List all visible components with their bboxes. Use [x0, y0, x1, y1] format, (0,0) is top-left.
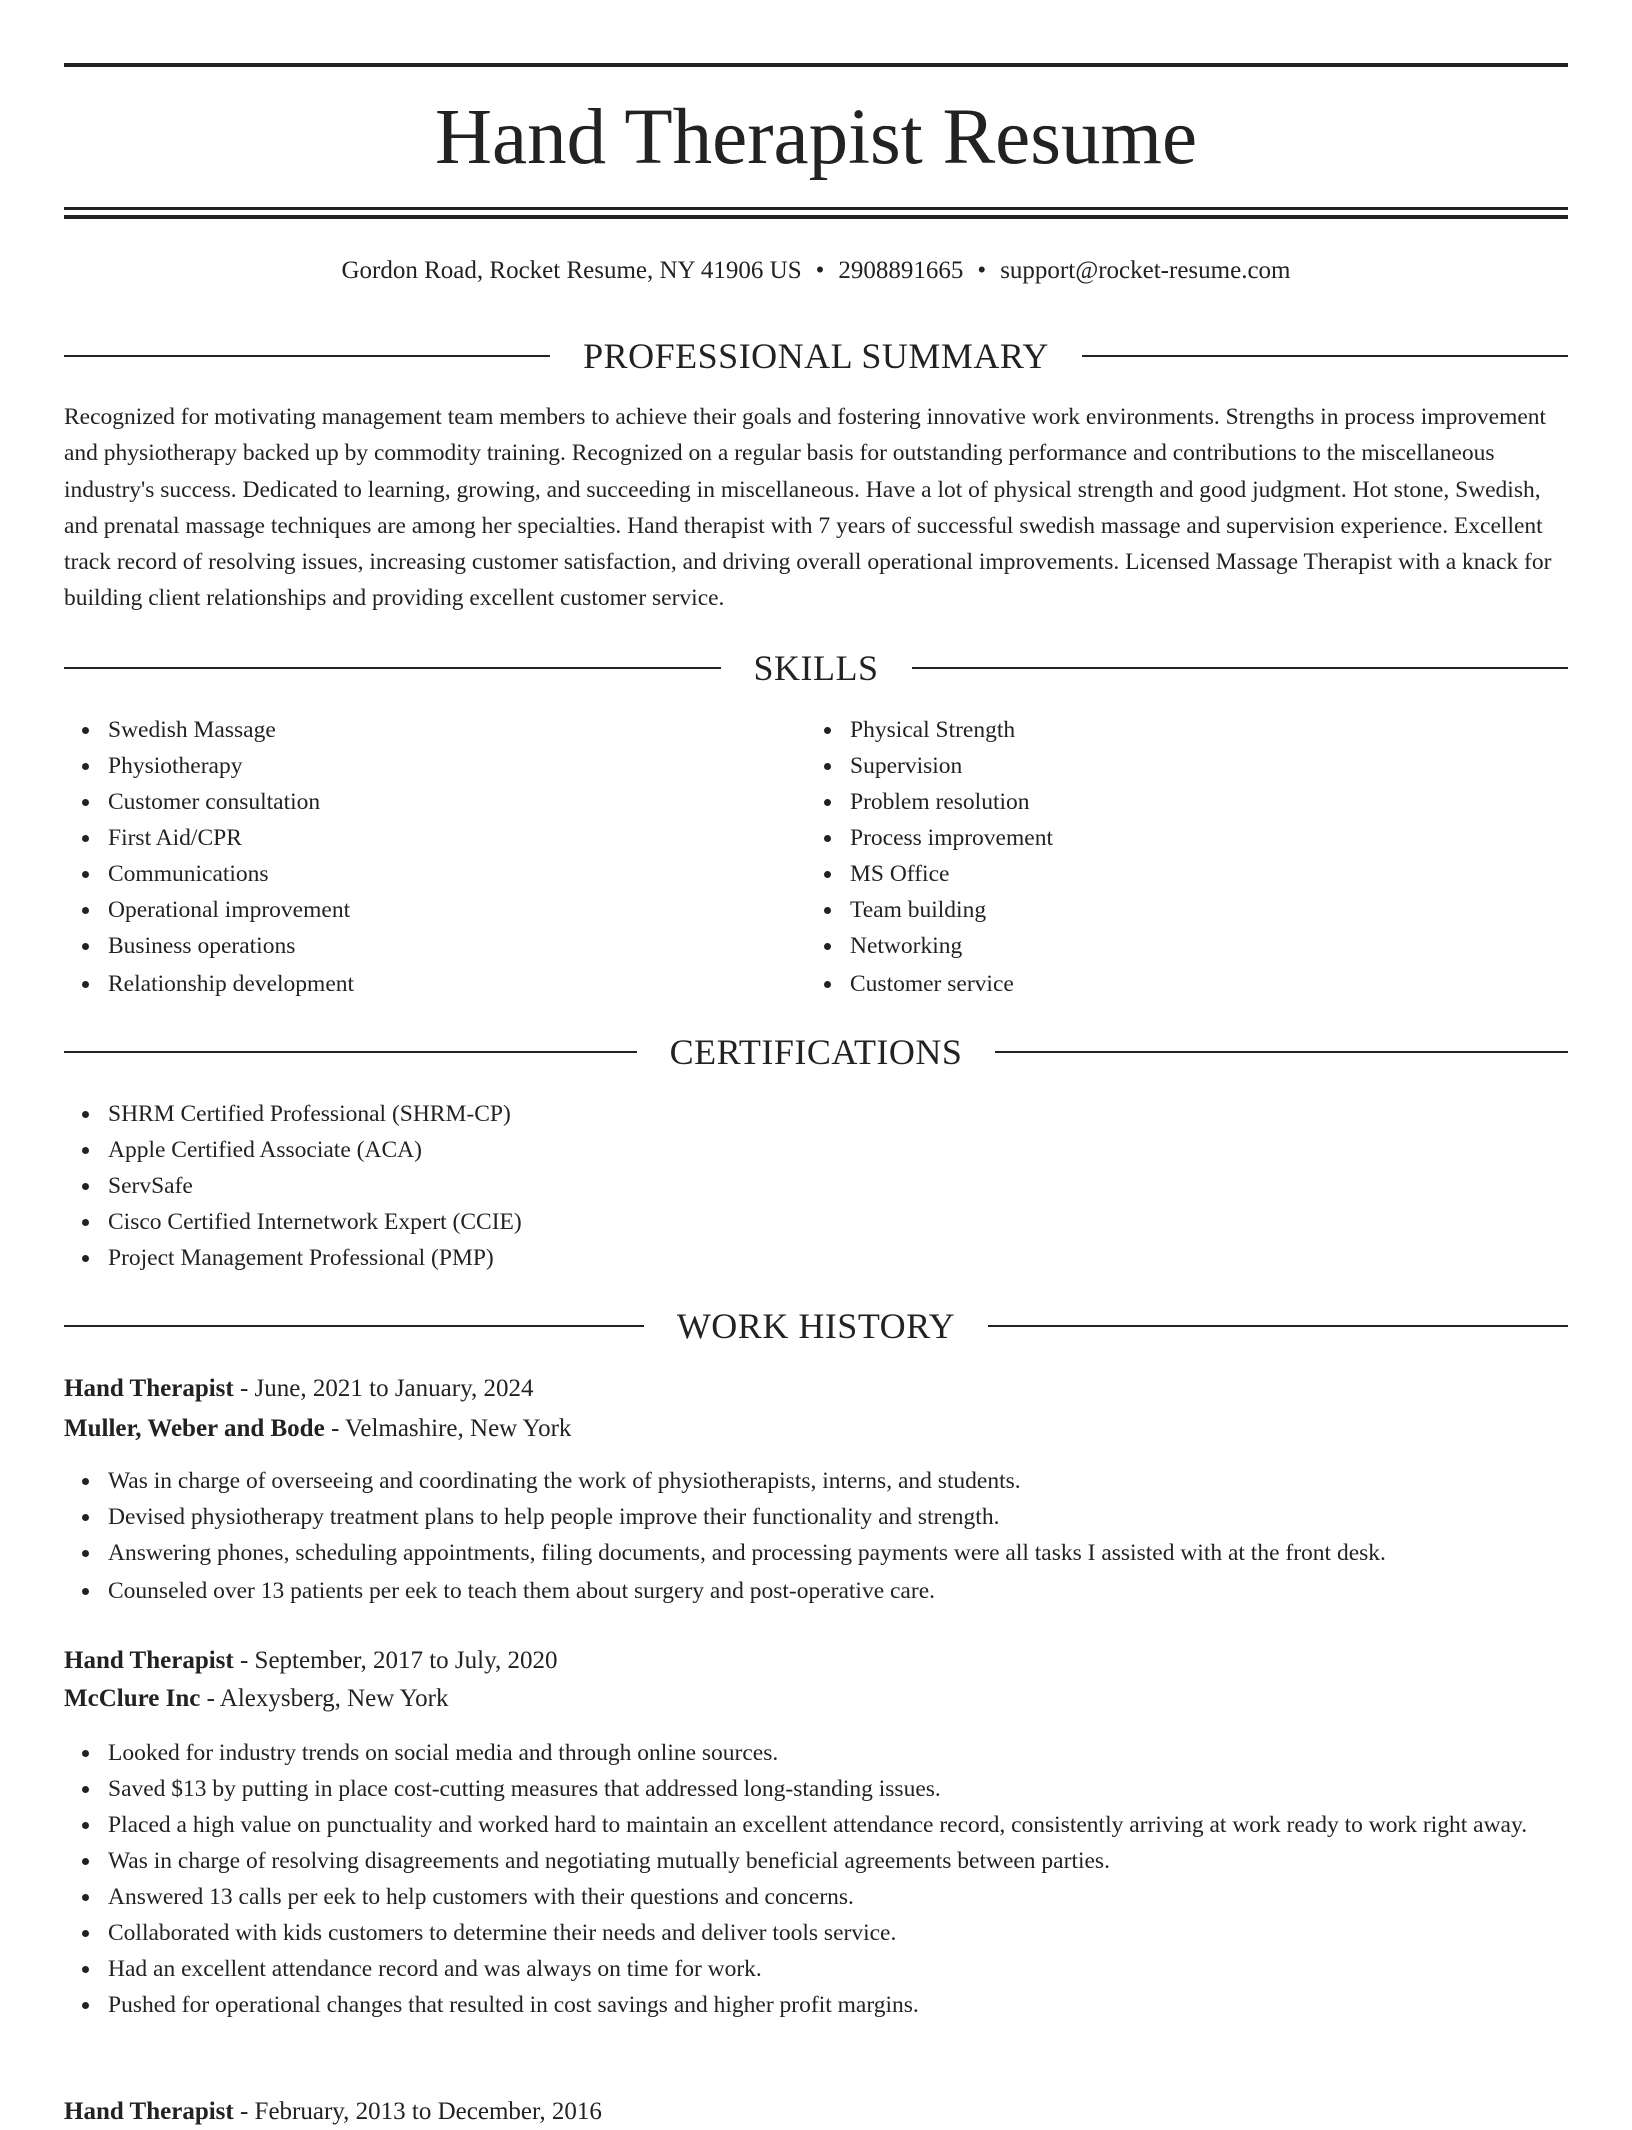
heading-rule-right — [1082, 355, 1568, 357]
skill-item: Process improvement — [850, 820, 1550, 856]
job-dates: - September, 2017 to July, 2020 — [233, 1647, 558, 1674]
job-title: Hand Therapist — [64, 1375, 234, 1402]
skill-item: Communications — [108, 856, 808, 892]
job-location: - Velmashire, New York — [324, 1415, 572, 1442]
certification-item: Project Management Professional (PMP) — [108, 1240, 1568, 1276]
job-company-line — [64, 1681, 1568, 1717]
heading-rule-right — [995, 1051, 1568, 1053]
job-bullet: Devised physiotherapy treatment plans to help people improve their functionality and strength. — [108, 1499, 1568, 1535]
certification-item: Cisco Certified Internetwork Expert (CCIE) — [108, 1204, 1568, 1240]
heading-rule-left — [64, 667, 721, 669]
job-bullets — [64, 1463, 1568, 1609]
skill-item: Customer consultation — [108, 784, 808, 820]
job-bullet: Answered 13 calls per eek to help customers with their questions and concerns. — [108, 1879, 1568, 1915]
summary-paragraph: Recognized for motivating management team members to achieve their goals and fostering innovative work environments. Strengths in process improvement and physiotherapy backed up by commodity training. Recognized on a regular basis for outstanding performance and contributions to the miscellaneous industry's success. Dedicated to learning, growing, and succeeding in miscellaneous. Have a lot of physical strength and good judgment. Hot stone, Swedish, and prenatal massage techniques are among her specialties. Hand therapist with 7 years of successful swedish massage and supervision experience. Excellent track record of resolving issues, increasing customer satisfaction, and driving overall operational improvements. Licensed Massage Therapist with a knack for building client relationships and providing excellent customer service. — [64, 404, 1552, 612]
title-rule-lower — [64, 215, 1568, 219]
section-title-summary: PROFESSIONAL SUMMARY — [583, 336, 1049, 376]
skill-item: Physical Strength — [850, 712, 1550, 748]
resume-title: Hand Therapist Resume — [434, 94, 1198, 181]
job-title-line — [64, 2094, 1568, 2130]
skill-item: Team building — [850, 892, 1550, 928]
job-title: Hand Therapist — [64, 2098, 234, 2125]
section-heading-summary — [64, 334, 1568, 378]
contact-phone: 2908891665 — [838, 257, 964, 284]
skill-item: MS Office — [850, 856, 1550, 892]
skill-item: Swedish Massage — [108, 712, 808, 748]
contact-line — [64, 254, 1568, 288]
section-heading-work-history — [64, 1304, 1568, 1348]
section-title-work-history: WORK HISTORY — [676, 1306, 956, 1346]
skill-item: Business operations — [108, 928, 808, 964]
job-bullet: Answering phones, scheduling appointments, filing documents, and processing payments were all tasks I assisted with at the front desk. — [108, 1535, 1568, 1571]
job-company: Muller, Weber and Bode — [64, 1415, 325, 1442]
job-bullet: Looked for industry trends on social media and through online sources. — [108, 1735, 1568, 1771]
job-bullet: Had an excellent attendance record and was always on time for work. — [108, 1951, 1568, 1987]
section-heading-skills — [64, 646, 1568, 690]
job-bullet: Saved $13 by putting in place cost-cutting measures that addressed long-standing issues. — [108, 1771, 1568, 1807]
job-dates: - June, 2021 to January, 2024 — [233, 1375, 534, 1402]
job-bullet: Pushed for operational changes that resulted in cost savings and higher profit margins. — [108, 1987, 1568, 2023]
skill-item: First Aid/CPR — [108, 820, 808, 856]
skills-list-left — [64, 712, 808, 1002]
skill-item: Networking — [850, 928, 1550, 964]
heading-rule-right — [988, 1325, 1568, 1327]
section-title-skills: SKILLS — [753, 648, 879, 688]
skill-item: Supervision — [850, 748, 1550, 784]
job-bullet: Was in charge of resolving disagreements and negotiating mutually beneficial agreements between parties. — [108, 1843, 1568, 1879]
heading-rule-left — [64, 1325, 644, 1327]
job-bullet: Collaborated with kids customers to determine their needs and deliver tools service. — [108, 1915, 1568, 1951]
certification-item: Apple Certified Associate (ACA) — [108, 1132, 1568, 1168]
contact-separator: • — [815, 257, 825, 284]
job-bullet: Placed a high value on punctuality and worked hard to maintain an excellent attendance record, consistently arriving at work ready to work right away. — [108, 1807, 1568, 1843]
title-rule-upper — [64, 207, 1568, 210]
job-title-line — [64, 1371, 1568, 1407]
job-bullet: Was in charge of overseeing and coordinating the work of physiotherapists, interns, and students. — [108, 1463, 1568, 1499]
certification-item: SHRM Certified Professional (SHRM-CP) — [108, 1096, 1568, 1132]
contact-address: Gordon Road, Rocket Resume, NY 41906 US — [341, 257, 802, 284]
heading-rule-left — [64, 355, 550, 357]
contact-separator: • — [977, 257, 987, 284]
skills-list-right — [806, 712, 1550, 1002]
section-title-certifications: CERTIFICATIONS — [669, 1032, 963, 1072]
heading-rule-left — [64, 1051, 637, 1053]
section-heading-certifications — [64, 1030, 1568, 1074]
certification-item: ServSafe — [108, 1168, 1568, 1204]
skill-item: Relationship development — [108, 966, 808, 1002]
skill-item: Problem resolution — [850, 784, 1550, 820]
contact-email: support@rocket-resume.com — [1000, 257, 1291, 284]
job-dates: - February, 2013 to December, 2016 — [233, 2098, 602, 2125]
skill-item: Operational improvement — [108, 892, 808, 928]
job-bullet: Counseled over 13 patients per eek to teach them about surgery and post-operative care. — [108, 1573, 1568, 1609]
skill-item: Customer service — [850, 966, 1550, 1002]
job-company-line — [64, 1411, 1568, 1447]
certifications-list — [64, 1096, 1568, 1276]
job-title: Hand Therapist — [64, 1647, 234, 1674]
job-company: McClure Inc — [64, 1685, 201, 1712]
job-location: - Alexysberg, New York — [200, 1685, 449, 1712]
top-rule — [64, 63, 1568, 67]
skill-item: Physiotherapy — [108, 748, 808, 784]
job-title-line — [64, 1643, 1568, 1679]
job-bullets — [64, 1735, 1568, 2023]
heading-rule-right — [912, 667, 1569, 669]
